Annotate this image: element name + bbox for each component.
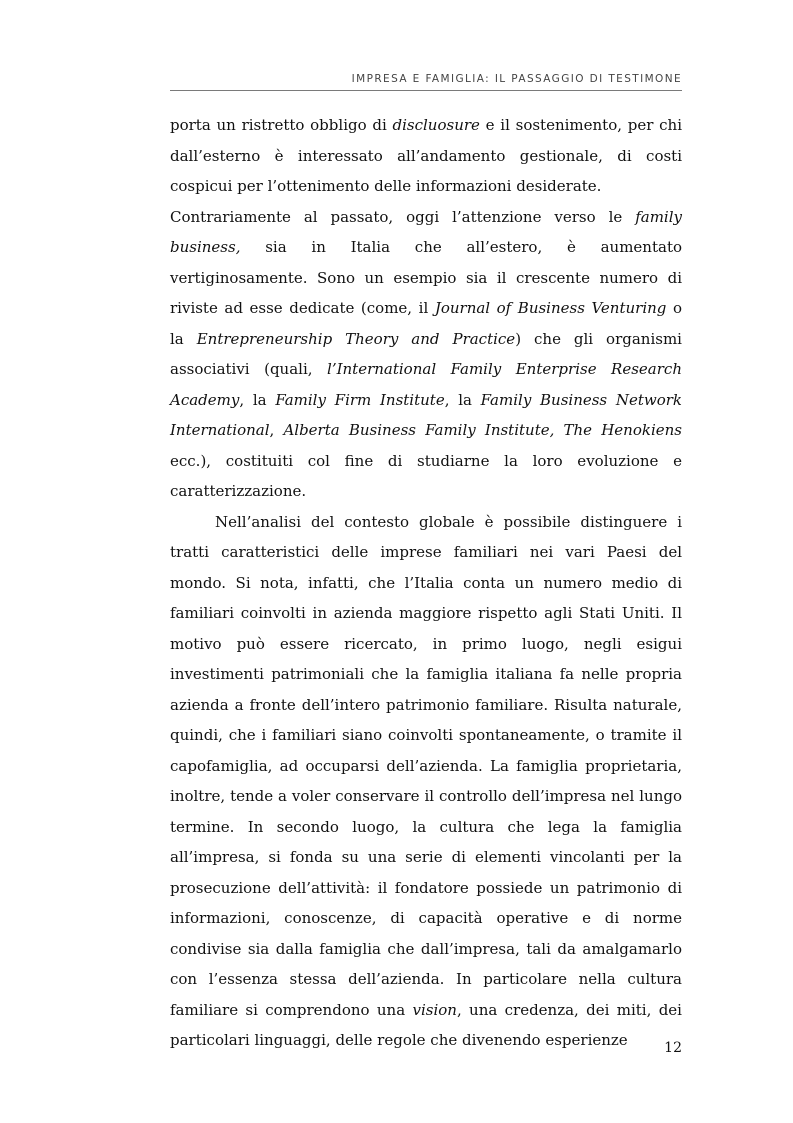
- italic-term: discluosure: [392, 116, 480, 134]
- paragraph-3: [170, 507, 682, 1056]
- italic-term: family business,: [170, 207, 682, 256]
- text-span: ecc.), costituiti col fine di studiarne la loro evoluzione e caratterizzazione.: [170, 451, 682, 500]
- body-text: [170, 110, 682, 1056]
- running-header: IMPRESA E FAMIGLIA: IL PASSAGGIO DI TESTIMONE: [351, 73, 682, 85]
- text-span: , la: [239, 390, 276, 409]
- text-span: ) che gli organismi associativi (quali,: [170, 329, 682, 378]
- italic-journal-title: Entrepreneurship Theory and Practice: [196, 329, 516, 348]
- text-span: , la: [444, 390, 481, 409]
- paragraph-1: [170, 110, 682, 202]
- text-span: , una credenza, dei miti, dei particolari linguaggi, delle regole che divenendo esperienze: [170, 1000, 682, 1049]
- italic-organization: Family Business Network International: [170, 390, 683, 439]
- text-span: porta un ristretto obbligo di: [170, 116, 393, 134]
- text-span: Nell’analisi del contesto globale è possibile distinguere i tratti caratteristici delle imprese familiari nei vari Paesi del mondo. Si nota, infatti, che l’Italia conta un numero medio di familiari coinvolti in azienda maggiore rispetto agli Stati Uniti. Il motivo può essere ricercato, in primo luogo, negli esigui investimenti patrimoniali che la famiglia italiana fa nelle propria azienda a fronte dell’intero patrimonio familiare. Risulta naturale, quindi, che i familiari siano coinvolti spontaneamente, o tramite il capofamiglia, ad occuparsi dell’azienda. La famiglia proprietaria, inoltre, tende a voler conservare il controllo dell’impresa nel lungo termine. In secondo luogo, la cultura che lega la famiglia all’impresa, si fonda su una serie di elementi vincolanti per la prosecuzione dell’attività: il fondatore possiede un patrimonio di informazioni, conoscenze, di capacità operative e di norme condivise sia dalla famiglia che dall’impresa, tali da amalgamarlo con l’essenza stessa dell’azienda. In particolare nella cultura familiare si comprendono una: [170, 512, 682, 1019]
- text-span: e il sostenimento, per chi dall’esterno è interessato all’andamento gestionale, di costi cospicui per l’ottenimento delle informazioni desiderate.: [170, 116, 683, 195]
- page-number: 12: [664, 1040, 682, 1056]
- header-rule: [170, 90, 682, 91]
- text-span: Contrariamente al passato, oggi l’attenzione verso le: [170, 207, 636, 226]
- italic-journal-title: Journal of Business Venturing: [434, 299, 667, 317]
- text-span: sia in Italia che all’estero, è aumentato vertiginosamente. Sono un esempio sia il crescente numero di riviste ad esse dedicate (come, il: [170, 238, 682, 317]
- italic-organization: Alberta Business Family Institute, The Henokiens: [283, 421, 682, 439]
- paragraph-2: [170, 202, 682, 507]
- text-span: o la: [170, 299, 682, 348]
- text-span: ,: [269, 421, 284, 439]
- italic-organization: Family Firm Institute: [275, 390, 445, 409]
- italic-organization: l’International Family Enterprise Research Academy: [170, 360, 682, 409]
- italic-term: vision: [412, 1000, 457, 1019]
